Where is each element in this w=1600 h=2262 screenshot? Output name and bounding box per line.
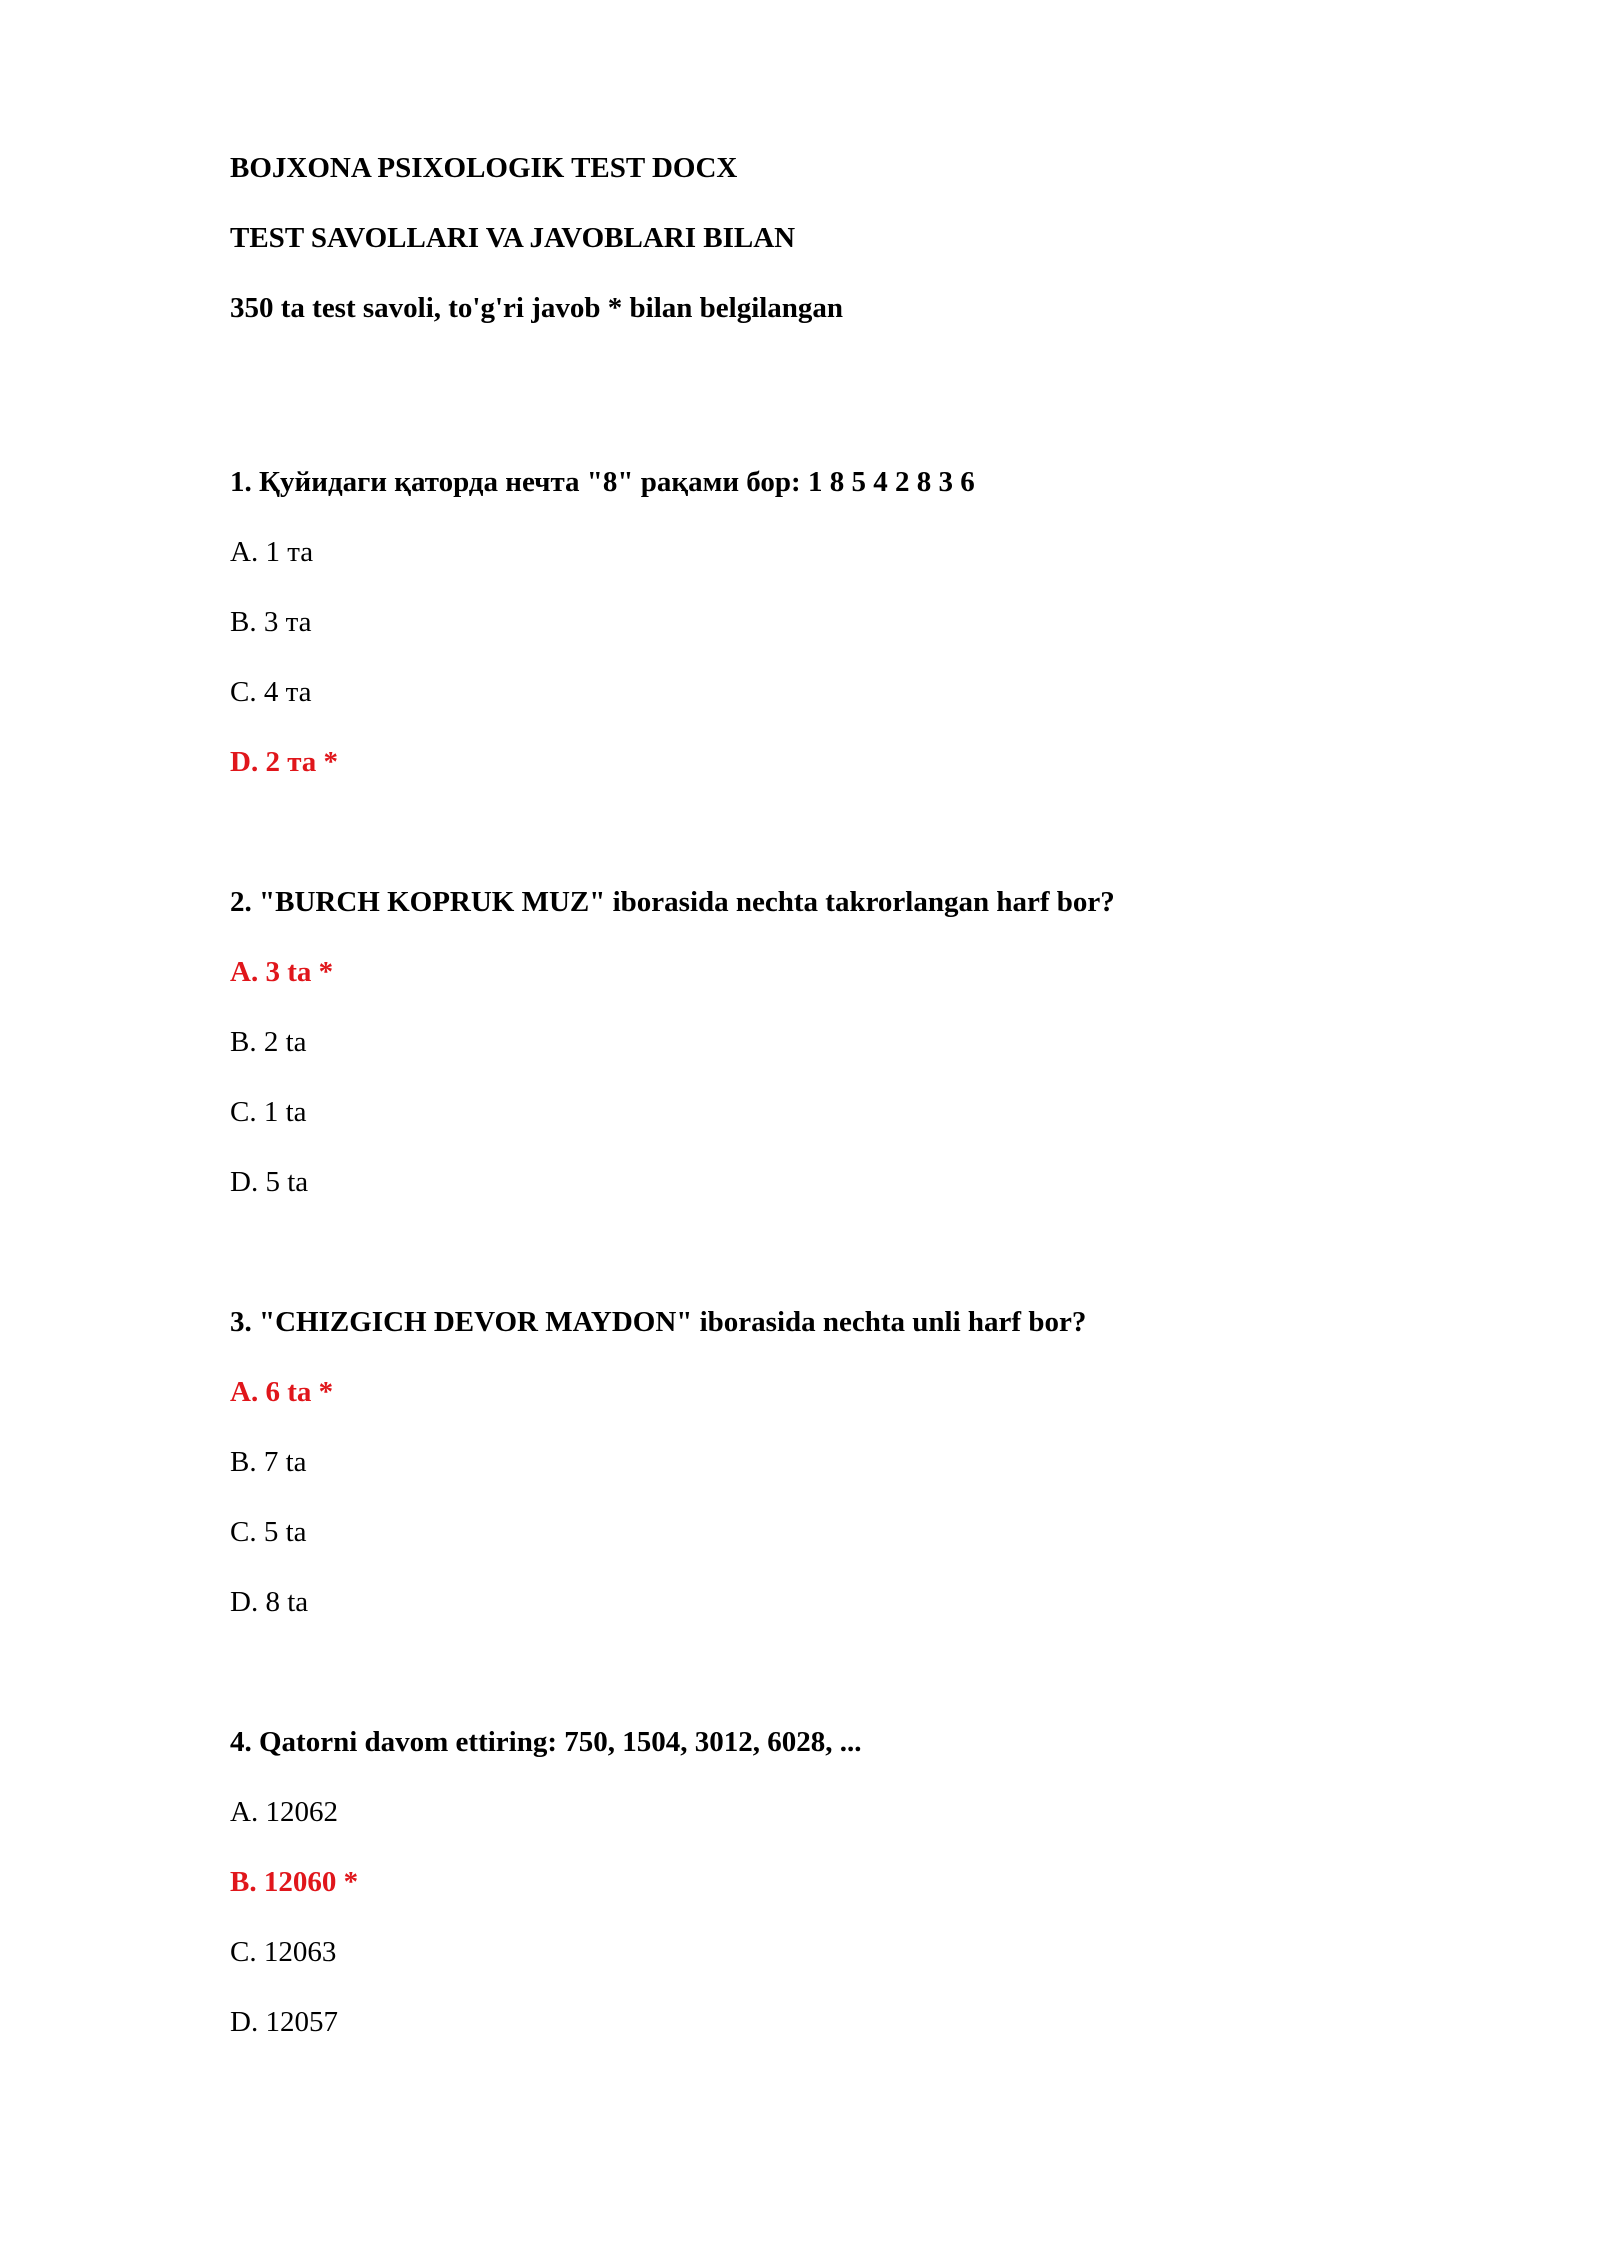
answer-option-c: C. 1 ta xyxy=(230,1096,307,1128)
answer-option-d: D. 5 ta xyxy=(230,1166,309,1198)
question-4 xyxy=(230,1724,1530,2040)
question-text: 4. Qatorni davom ettiring: 750, 1504, 3012, 6028, ... xyxy=(230,1726,862,1758)
answer-option-b-correct: B. 12060 * xyxy=(230,1866,359,1898)
answer-option-b: B. 7 ta xyxy=(230,1446,307,1478)
answer-option-d: D. 8 ta xyxy=(230,1586,309,1618)
answer-option-d: D. 12057 xyxy=(230,2006,338,2038)
question-text: 3. "CHIZGICH DEVOR MAYDON" iborasida nechta unli harf bor? xyxy=(230,1306,1087,1338)
answer-option-a: A. 12062 xyxy=(230,1796,338,1828)
document-header xyxy=(230,150,1530,326)
answer-option-d-correct: D. 2 та * xyxy=(230,746,339,778)
answer-option-a: A. 1 та xyxy=(230,536,314,568)
spacer xyxy=(230,326,1530,464)
answer-option-a-correct: A. 3 ta * xyxy=(230,956,334,988)
question-text: 2. "BURCH KOPRUK MUZ" iborasida nechta takrorlangan harf bor? xyxy=(230,886,1115,918)
answer-option-c: C. 12063 xyxy=(230,1936,337,1968)
question-text: 1. Қуйидаги қаторда нечта "8" рақами бор: 1 8 5 4 2 8 3 6 xyxy=(230,466,975,498)
answer-option-b: B. 3 та xyxy=(230,606,312,638)
question-2 xyxy=(230,884,1530,1200)
document-page xyxy=(230,150,1530,2074)
answer-option-c: C. 5 ta xyxy=(230,1516,307,1548)
spacer xyxy=(230,814,1530,884)
answer-option-a-correct: A. 6 ta * xyxy=(230,1376,334,1408)
document-description: 350 ta test savoli, to'g'ri javob * bilan belgilangan xyxy=(230,292,844,324)
question-1 xyxy=(230,464,1530,780)
document-subtitle: TEST SAVOLLARI VA JAVOBLARI BILAN xyxy=(230,222,796,254)
answer-option-c: C. 4 та xyxy=(230,676,312,708)
question-3 xyxy=(230,1304,1530,1620)
document-title: BOJXONA PSIXOLOGIK TEST DOCX xyxy=(230,152,738,184)
spacer xyxy=(230,1654,1530,1724)
spacer xyxy=(230,1234,1530,1304)
answer-option-b: B. 2 ta xyxy=(230,1026,307,1058)
